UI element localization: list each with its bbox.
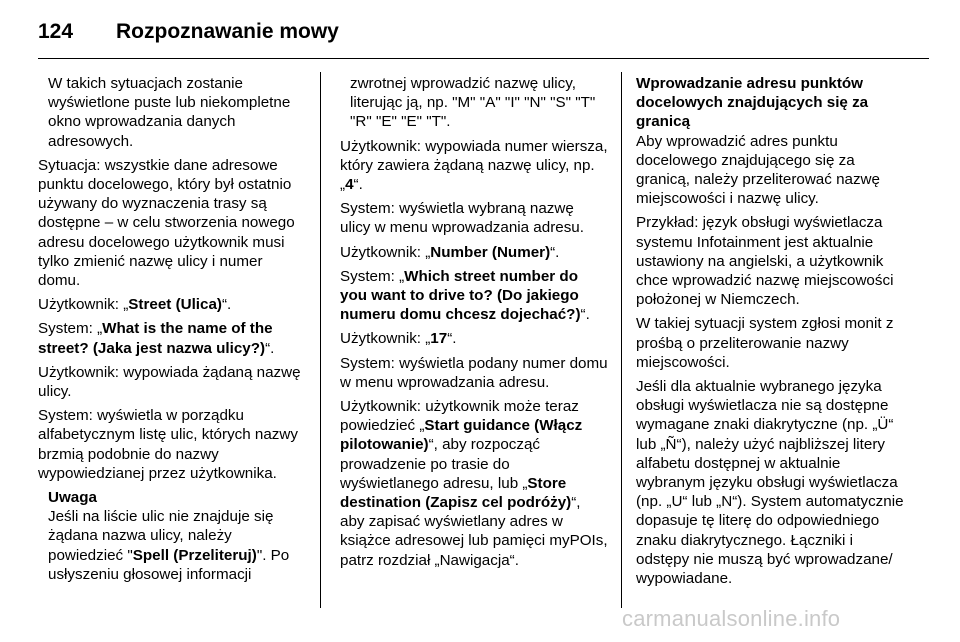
situation-paragraph: Sytuacja: wszystkie dane adresowe punktu docelowego, który był ostatnio używany do wyznaczenia trasy są dostępne – w celu stworzenia nowego adresu docelowego użytkownik musi tylko zmienić nazwę ulicy i numer domu. — [38, 156, 295, 290]
note-box — [38, 488, 306, 584]
voice-command: 4 — [345, 176, 354, 194]
user-step-street: Użytkownik: „Street (Ulica)“. — [38, 296, 232, 314]
watermark: carmanualsonline.info — [622, 606, 841, 631]
column-3 — [636, 74, 906, 593]
section-heading: Wprowadzanie adresu punktów docelowych znajdujących się za granicą — [636, 75, 869, 131]
user-step-number: Użytkownik: „Number (Numer)“. — [340, 243, 560, 261]
voice-command: Store destination (Zapisz cel podróży) — [340, 474, 572, 512]
voice-command: 17 — [430, 330, 448, 348]
user-step-final: Użytkownik: użytkownik może teraz powiedzieć „Start guidance (Włącz pilotowanie)“, aby rozpocząć prowadzenie po trasie do wyświetlanego adresu, lub „Store destination (Zapisz cel podróży)“, aby zapisać wyświetlany adres w książce adresowej lub pamięci myPOIs, patrz rozdział „Nawigacja“. — [340, 398, 608, 569]
system-prompt: Which street number do you want to drive to? (Do jakiego numeru domu chcesz dojechać?) — [340, 267, 581, 324]
page-header — [38, 14, 928, 50]
diacritics-paragraph: Jeśli dla aktualnie wybranego języka obsługi wyświetlacza nie są dostępne wymagane znaki diakrytyczne (np. „Ü“ lub „Ñ“), należy użyć najbliższej litery alfabetu dostępnej w aktualnie wybranym języku obsługi wyświetlacza (np. „U“ lub „N“). System automatycznie dopasuje tę literę do odpowiedniego znaku diakrytycznego. Łączniki i odstępy nie muszą być wprowadzane/ wypowiadane. — [636, 378, 904, 588]
user-step-house-number: Użytkownik: „17“. — [340, 330, 457, 348]
note-text: Jeśli na liście ulic nie znajduje się żądana nazwa ulicy, należy powiedzieć "Spell (Przeliteruj)". Po usłyszeniu głosowej informacji — [48, 508, 290, 583]
system-prompt: What is the name of the street? (Jaka jest nazwa ulicy?) — [38, 320, 273, 357]
header-divider — [38, 58, 929, 59]
system-step-street-shown: System: wyświetla wybraną nazwę ulicy w menu wprowadzania adresu. — [340, 200, 584, 237]
voice-command: Spell (Przeliteruj) — [132, 546, 257, 564]
voice-command: Start guidance (Włącz pilotowanie) — [340, 417, 583, 454]
voice-command: Number (Numer) — [430, 243, 551, 261]
system-step-street: System: „What is the name of the street? (Jaka jest nazwa ulicy?)“. — [38, 320, 275, 357]
column-2 — [340, 74, 608, 575]
system-step-list: System: wyświetla w porządku alfabetycznym listę ulic, których nazwy brzmią podobnie do nazwy wypowiedzianej przez użytkownika. — [38, 407, 298, 482]
voice-command: Street (Ulica) — [128, 296, 222, 314]
page-number: 124 — [38, 20, 74, 43]
note-continuation: zwrotnej wprowadzić nazwę ulicy, literując ją, np. "M" "A" "I" "N" "S" "T" "R" "E" "E" "T". — [350, 75, 596, 131]
column-1 — [38, 74, 306, 584]
note-continuation: W takich sytuacjach zostanie wyświetlone puste lub niekompletne okno wprowadzania danych adresowych. — [48, 75, 291, 150]
system-paragraph: W takiej sytuacji system zgłosi monit z prośbą o przeliterowanie nazwy miejscowości. — [636, 315, 894, 371]
note-title: Uwaga — [48, 489, 97, 507]
intro-paragraph: Aby wprowadzić adres punktu docelowego znajdującego się za granicą, należy przeliterować nazwę miejscowości i nazwę ulicy. — [636, 132, 880, 208]
user-step-row: Użytkownik: wypowiada numer wiersza, który zawiera żądaną nazwę ulicy, np. „4“. — [340, 137, 608, 194]
user-step-say-street: Użytkownik: wypowiada żądaną nazwę ulicy. — [38, 363, 301, 401]
column-divider-2 — [621, 72, 622, 608]
page-title: Rozpoznawanie mowy — [116, 20, 339, 43]
example-paragraph: Przykład: język obsługi wyświetlacza systemu Infotainment jest aktualnie ustawiony na angielski, a użytkownik chce wprowadzić nazwę miejscowości położonej w Niemczech. — [636, 214, 894, 309]
system-step-number: System: „Which street number do you want to drive to? (Do jakiego numeru domu chcesz dojechać?)“. — [340, 267, 590, 324]
system-step-house-number: System: wyświetla podany numer domu w menu wprowadzania adresu. — [340, 354, 608, 391]
column-divider-1 — [320, 72, 321, 608]
